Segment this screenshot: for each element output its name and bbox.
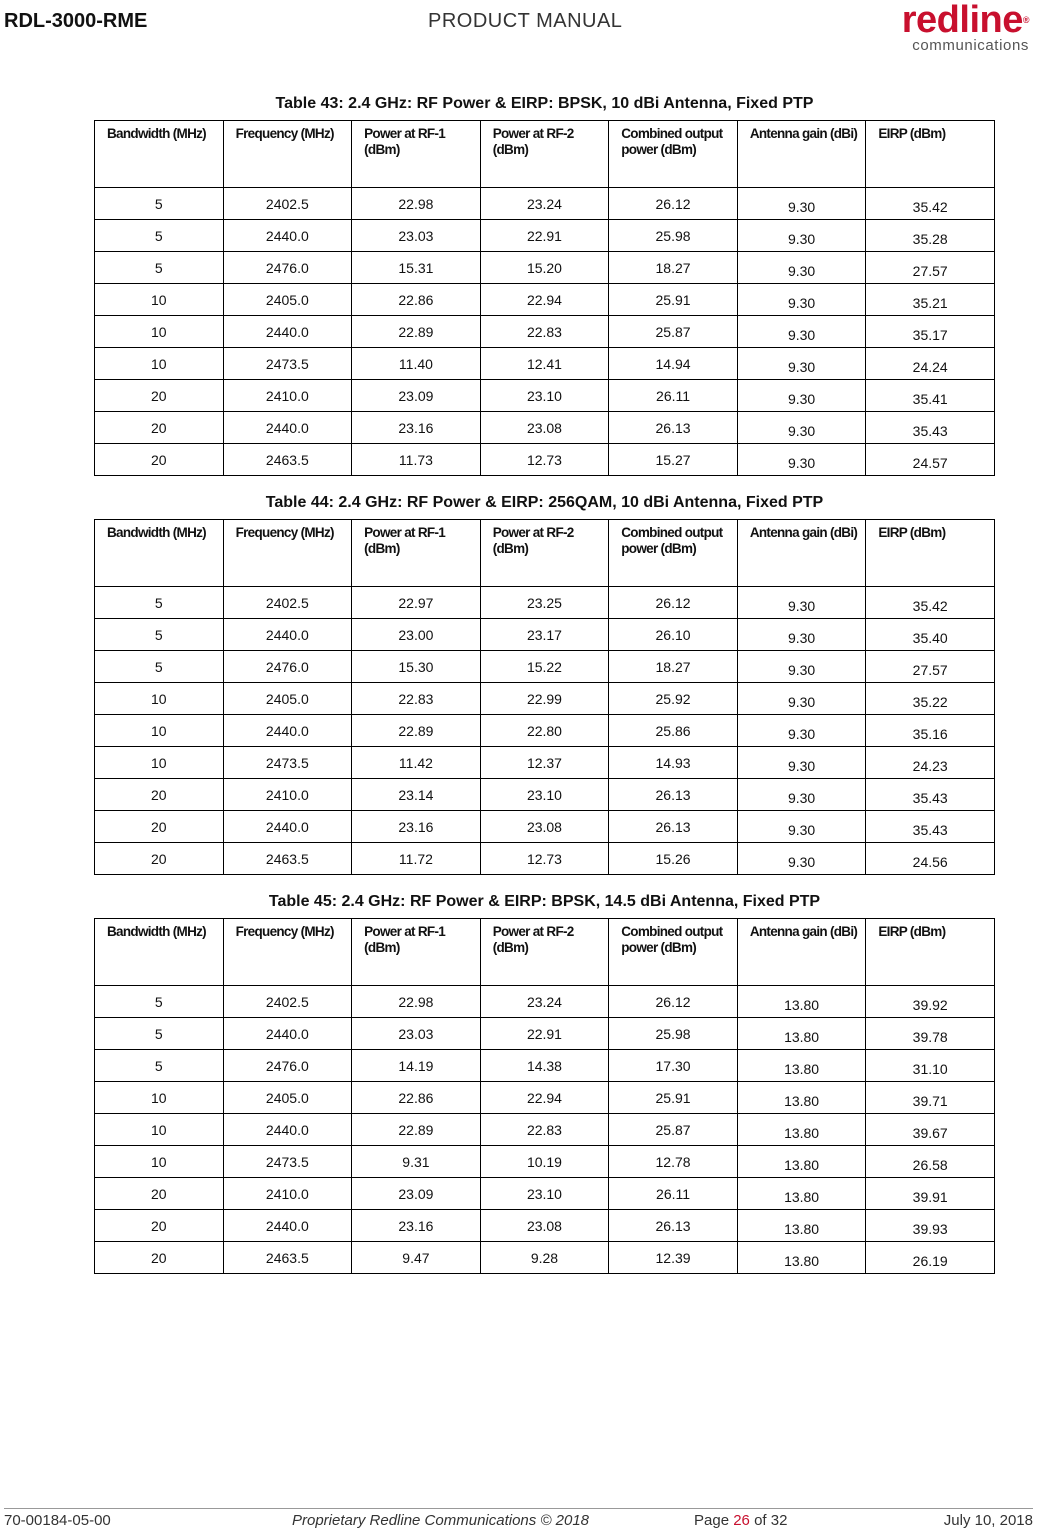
table-cell: 15.26: [609, 843, 738, 875]
table-cell: 35.43: [866, 412, 995, 444]
table-cell: 9.30: [737, 715, 866, 747]
document-type: PRODUCT MANUAL: [428, 10, 623, 32]
table-cell: 2410.0: [223, 1178, 352, 1210]
column-header: Combined output power (dBm): [609, 919, 738, 986]
redline-logo: [902, 0, 1029, 54]
table-cell: 24.23: [866, 747, 995, 779]
table-row: [95, 188, 995, 220]
table-cell: 25.86: [609, 715, 738, 747]
footer-date: July 10, 2018: [943, 1512, 1033, 1529]
table-row: [95, 1210, 995, 1242]
table-block: [94, 95, 995, 476]
table-cell: 18.27: [609, 651, 738, 683]
footer-page-number: [694, 1512, 787, 1529]
table-cell: 39.71: [866, 1082, 995, 1114]
table-cell: 24.57: [866, 444, 995, 476]
page-total: 32: [770, 1512, 788, 1529]
table-cell: 5: [95, 252, 224, 284]
table-cell: 35.43: [866, 811, 995, 843]
table-cell: 23.03: [352, 220, 481, 252]
table-row: [95, 651, 995, 683]
table-cell: 10: [95, 316, 224, 348]
table-cell: 20: [95, 1178, 224, 1210]
table-cell: 5: [95, 220, 224, 252]
table-cell: 10: [95, 747, 224, 779]
table-cell: 5: [95, 1018, 224, 1050]
table-cell: 2476.0: [223, 651, 352, 683]
table-cell: 9.30: [737, 683, 866, 715]
table-cell: 15.22: [480, 651, 609, 683]
table-cell: 5: [95, 188, 224, 220]
table-cell: 10: [95, 1146, 224, 1178]
table-cell: 2440.0: [223, 220, 352, 252]
table-cell: 26.11: [609, 380, 738, 412]
table-cell: 24.56: [866, 843, 995, 875]
table-cell: 10: [95, 348, 224, 380]
table-row: [95, 747, 995, 779]
table-cell: 18.27: [609, 252, 738, 284]
table-cell: 22.97: [352, 587, 481, 619]
table-cell: 35.28: [866, 220, 995, 252]
table-cell: 23.09: [352, 1178, 481, 1210]
table-caption: Table 44: 2.4 GHz: RF Power & EIRP: 256QAM, 10 dBi Antenna, Fixed PTP: [265, 494, 824, 511]
table-cell: 2402.5: [223, 587, 352, 619]
column-header: EIRP (dBm): [866, 919, 995, 986]
table-cell: 12.73: [480, 843, 609, 875]
table-row: [95, 412, 995, 444]
table-cell: 24.24: [866, 348, 995, 380]
table-cell: 2463.5: [223, 843, 352, 875]
table-cell: 5: [95, 651, 224, 683]
column-header: Frequency (MHz): [223, 919, 352, 986]
table-cell: 35.42: [866, 587, 995, 619]
table-cell: 22.86: [352, 284, 481, 316]
page-current: 26: [733, 1512, 750, 1529]
table-cell: 2463.5: [223, 1242, 352, 1274]
table-cell: 23.09: [352, 380, 481, 412]
table-cell: 26.12: [609, 587, 738, 619]
table-cell: 26.13: [609, 1210, 738, 1242]
table-cell: 2476.0: [223, 1050, 352, 1082]
table-cell: 2440.0: [223, 316, 352, 348]
table-cell: 2473.5: [223, 348, 352, 380]
table-cell: 2440.0: [223, 1018, 352, 1050]
rf-power-table: [94, 120, 995, 476]
table-header-row: [95, 520, 995, 587]
table-cell: 9.30: [737, 651, 866, 683]
table-cell: 2410.0: [223, 380, 352, 412]
table-row: [95, 715, 995, 747]
table-row: [95, 380, 995, 412]
table-row: [95, 1050, 995, 1082]
table-cell: 22.80: [480, 715, 609, 747]
table-cell: 11.72: [352, 843, 481, 875]
table-cell: 22.83: [480, 316, 609, 348]
table-cell: 2440.0: [223, 1114, 352, 1146]
table-cell: 35.42: [866, 188, 995, 220]
table-cell: 9.47: [352, 1242, 481, 1274]
table-cell: 12.41: [480, 348, 609, 380]
column-header: Frequency (MHz): [223, 520, 352, 587]
table-row: [95, 1178, 995, 1210]
table-cell: 9.30: [737, 412, 866, 444]
table-cell: 22.94: [480, 1082, 609, 1114]
table-cell: 20: [95, 779, 224, 811]
column-header: Bandwidth (MHz): [95, 919, 224, 986]
table-row: [95, 348, 995, 380]
table-row: [95, 1018, 995, 1050]
table-cell: 20: [95, 412, 224, 444]
table-cell: 23.24: [480, 986, 609, 1018]
table-cell: 23.16: [352, 811, 481, 843]
logo-subtitle: communications: [912, 37, 1029, 54]
table-cell: 9.30: [737, 220, 866, 252]
table-header-row: [95, 121, 995, 188]
table-row: [95, 284, 995, 316]
document-id: RDL-3000-RME: [4, 10, 148, 32]
table-cell: 22.89: [352, 1114, 481, 1146]
table-cell: 9.30: [737, 587, 866, 619]
table-cell: 2440.0: [223, 619, 352, 651]
table-cell: 2405.0: [223, 1082, 352, 1114]
table-cell: 10: [95, 1114, 224, 1146]
table-cell: 5: [95, 1050, 224, 1082]
table-cell: 25.98: [609, 220, 738, 252]
logo-wordmark: [902, 0, 1029, 40]
table-cell: 25.87: [609, 316, 738, 348]
table-cell: 12.73: [480, 444, 609, 476]
table-cell: 14.38: [480, 1050, 609, 1082]
table-cell: 25.91: [609, 1082, 738, 1114]
table-cell: 22.99: [480, 683, 609, 715]
table-cell: 20: [95, 1242, 224, 1274]
table-cell: 26.19: [866, 1242, 995, 1274]
table-cell: 20: [95, 843, 224, 875]
table-cell: 25.92: [609, 683, 738, 715]
table-cell: 23.10: [480, 779, 609, 811]
table-cell: 9.30: [737, 348, 866, 380]
table-cell: 26.11: [609, 1178, 738, 1210]
table-cell: 12.37: [480, 747, 609, 779]
table-cell: 2473.5: [223, 747, 352, 779]
table-row: [95, 779, 995, 811]
table-cell: 26.58: [866, 1146, 995, 1178]
table-cell: 23.16: [352, 412, 481, 444]
table-cell: 26.10: [609, 619, 738, 651]
table-cell: 13.80: [737, 1114, 866, 1146]
table-cell: 13.80: [737, 986, 866, 1018]
table-cell: 20: [95, 380, 224, 412]
column-header: Power at RF-2 (dBm): [480, 919, 609, 986]
table-cell: 12.78: [609, 1146, 738, 1178]
table-row: [95, 252, 995, 284]
table-row: [95, 1114, 995, 1146]
table-cell: 39.92: [866, 986, 995, 1018]
table-cell: 25.87: [609, 1114, 738, 1146]
table-cell: 9.30: [737, 252, 866, 284]
table-cell: 23.10: [480, 1178, 609, 1210]
column-header: Antenna gain (dBi): [737, 919, 866, 986]
table-cell: 23.10: [480, 380, 609, 412]
table-cell: 23.25: [480, 587, 609, 619]
tables-container: [94, 95, 995, 1292]
table-cell: 9.30: [737, 779, 866, 811]
table-cell: 35.40: [866, 619, 995, 651]
column-header: EIRP (dBm): [866, 121, 995, 188]
table-cell: 10: [95, 284, 224, 316]
table-cell: 23.16: [352, 1210, 481, 1242]
table-cell: 15.31: [352, 252, 481, 284]
page-prefix: Page: [694, 1512, 730, 1529]
table-cell: 2402.5: [223, 986, 352, 1018]
rf-power-table: [94, 918, 995, 1274]
table-cell: 22.83: [480, 1114, 609, 1146]
table-cell: 11.73: [352, 444, 481, 476]
table-cell: 2440.0: [223, 715, 352, 747]
table-cell: 10: [95, 683, 224, 715]
table-caption: Table 45: 2.4 GHz: RF Power & EIRP: BPSK, 14.5 dBi Antenna, Fixed PTP: [268, 893, 821, 910]
table-cell: 9.30: [737, 619, 866, 651]
table-row: [95, 843, 995, 875]
table-cell: 2405.0: [223, 284, 352, 316]
table-row: [95, 444, 995, 476]
column-header: Frequency (MHz): [223, 121, 352, 188]
table-cell: 22.89: [352, 715, 481, 747]
table-cell: 26.13: [609, 779, 738, 811]
table-cell: 23.00: [352, 619, 481, 651]
table-cell: 23.14: [352, 779, 481, 811]
footer-divider: [4, 1508, 1033, 1509]
column-header: EIRP (dBm): [866, 520, 995, 587]
table-cell: 27.57: [866, 252, 995, 284]
table-block: [94, 893, 995, 1274]
table-cell: 5: [95, 986, 224, 1018]
table-cell: 9.30: [737, 843, 866, 875]
table-cell: 9.28: [480, 1242, 609, 1274]
table-cell: 12.39: [609, 1242, 738, 1274]
table-cell: 2440.0: [223, 811, 352, 843]
table-row: [95, 316, 995, 348]
table-cell: 22.94: [480, 284, 609, 316]
table-cell: 26.12: [609, 986, 738, 1018]
column-header: Combined output power (dBm): [609, 121, 738, 188]
column-header: Combined output power (dBm): [609, 520, 738, 587]
table-row: [95, 811, 995, 843]
table-caption: Table 43: 2.4 GHz: RF Power & EIRP: BPSK, 10 dBi Antenna, Fixed PTP: [275, 95, 814, 112]
column-header: Bandwidth (MHz): [95, 520, 224, 587]
column-header: Power at RF-1 (dBm): [352, 919, 481, 986]
rf-power-table: [94, 519, 995, 875]
table-row: [95, 220, 995, 252]
table-cell: 20: [95, 811, 224, 843]
table-cell: 9.30: [737, 444, 866, 476]
table-cell: 15.30: [352, 651, 481, 683]
footer-doc-number: 70-00184-05-00: [4, 1512, 111, 1529]
table-cell: 2402.5: [223, 188, 352, 220]
table-cell: 13.80: [737, 1146, 866, 1178]
table-cell: 23.17: [480, 619, 609, 651]
table-cell: 13.80: [737, 1242, 866, 1274]
table-cell: 11.40: [352, 348, 481, 380]
table-cell: 9.30: [737, 811, 866, 843]
table-cell: 25.98: [609, 1018, 738, 1050]
table-cell: 23.24: [480, 188, 609, 220]
table-cell: 39.78: [866, 1018, 995, 1050]
table-cell: 23.03: [352, 1018, 481, 1050]
column-header: Power at RF-2 (dBm): [480, 121, 609, 188]
table-cell: 23.08: [480, 1210, 609, 1242]
logo-registered-mark: ®: [1022, 15, 1029, 25]
table-cell: 9.30: [737, 188, 866, 220]
table-cell: 39.67: [866, 1114, 995, 1146]
column-header: Power at RF-1 (dBm): [352, 520, 481, 587]
column-header: Power at RF-1 (dBm): [352, 121, 481, 188]
table-cell: 2473.5: [223, 1146, 352, 1178]
table-cell: 10.19: [480, 1146, 609, 1178]
table-cell: 14.94: [609, 348, 738, 380]
table-cell: 22.83: [352, 683, 481, 715]
column-header: Power at RF-2 (dBm): [480, 520, 609, 587]
table-cell: 39.91: [866, 1178, 995, 1210]
table-cell: 20: [95, 1210, 224, 1242]
table-cell: 13.80: [737, 1210, 866, 1242]
table-row: [95, 1082, 995, 1114]
table-cell: 35.21: [866, 284, 995, 316]
table-cell: 27.57: [866, 651, 995, 683]
table-cell: 35.22: [866, 683, 995, 715]
table-cell: 14.19: [352, 1050, 481, 1082]
table-cell: 25.91: [609, 284, 738, 316]
table-cell: 5: [95, 619, 224, 651]
table-cell: 9.30: [737, 284, 866, 316]
table-cell: 13.80: [737, 1018, 866, 1050]
table-cell: 35.41: [866, 380, 995, 412]
footer-copyright: Proprietary Redline Communications © 2018: [292, 1512, 590, 1529]
table-row: [95, 683, 995, 715]
logo-word: redline: [901, 0, 1023, 41]
table-cell: 35.17: [866, 316, 995, 348]
table-cell: 2440.0: [223, 412, 352, 444]
table-cell: 22.98: [352, 986, 481, 1018]
table-cell: 2410.0: [223, 779, 352, 811]
table-cell: 14.93: [609, 747, 738, 779]
table-cell: 9.31: [352, 1146, 481, 1178]
table-cell: 17.30: [609, 1050, 738, 1082]
table-cell: 5: [95, 587, 224, 619]
column-header: Bandwidth (MHz): [95, 121, 224, 188]
table-cell: 26.13: [609, 811, 738, 843]
table-cell: 2440.0: [223, 1210, 352, 1242]
table-cell: 2463.5: [223, 444, 352, 476]
table-cell: 22.86: [352, 1082, 481, 1114]
table-cell: 13.80: [737, 1050, 866, 1082]
table-cell: 9.30: [737, 316, 866, 348]
table-row: [95, 986, 995, 1018]
table-cell: 35.16: [866, 715, 995, 747]
table-row: [95, 619, 995, 651]
page-of: of: [754, 1512, 767, 1529]
table-row: [95, 1242, 995, 1274]
table-cell: 9.30: [737, 747, 866, 779]
column-header: Antenna gain (dBi): [737, 121, 866, 188]
table-cell: 2405.0: [223, 683, 352, 715]
table-cell: 35.43: [866, 779, 995, 811]
table-cell: 22.91: [480, 220, 609, 252]
table-cell: 22.89: [352, 316, 481, 348]
table-cell: 23.08: [480, 811, 609, 843]
table-cell: 26.13: [609, 412, 738, 444]
table-cell: 22.91: [480, 1018, 609, 1050]
table-cell: 10: [95, 1082, 224, 1114]
table-cell: 39.93: [866, 1210, 995, 1242]
table-cell: 20: [95, 444, 224, 476]
table-cell: 13.80: [737, 1178, 866, 1210]
table-row: [95, 1146, 995, 1178]
table-header-row: [95, 919, 995, 986]
table-cell: 26.12: [609, 188, 738, 220]
table-cell: 22.98: [352, 188, 481, 220]
table-cell: 9.30: [737, 380, 866, 412]
table-cell: 15.27: [609, 444, 738, 476]
column-header: Antenna gain (dBi): [737, 520, 866, 587]
table-cell: 23.08: [480, 412, 609, 444]
table-row: [95, 587, 995, 619]
table-cell: 31.10: [866, 1050, 995, 1082]
table-cell: 15.20: [480, 252, 609, 284]
table-cell: 10: [95, 715, 224, 747]
table-block: [94, 494, 995, 875]
table-cell: 13.80: [737, 1082, 866, 1114]
table-cell: 2476.0: [223, 252, 352, 284]
table-cell: 11.42: [352, 747, 481, 779]
